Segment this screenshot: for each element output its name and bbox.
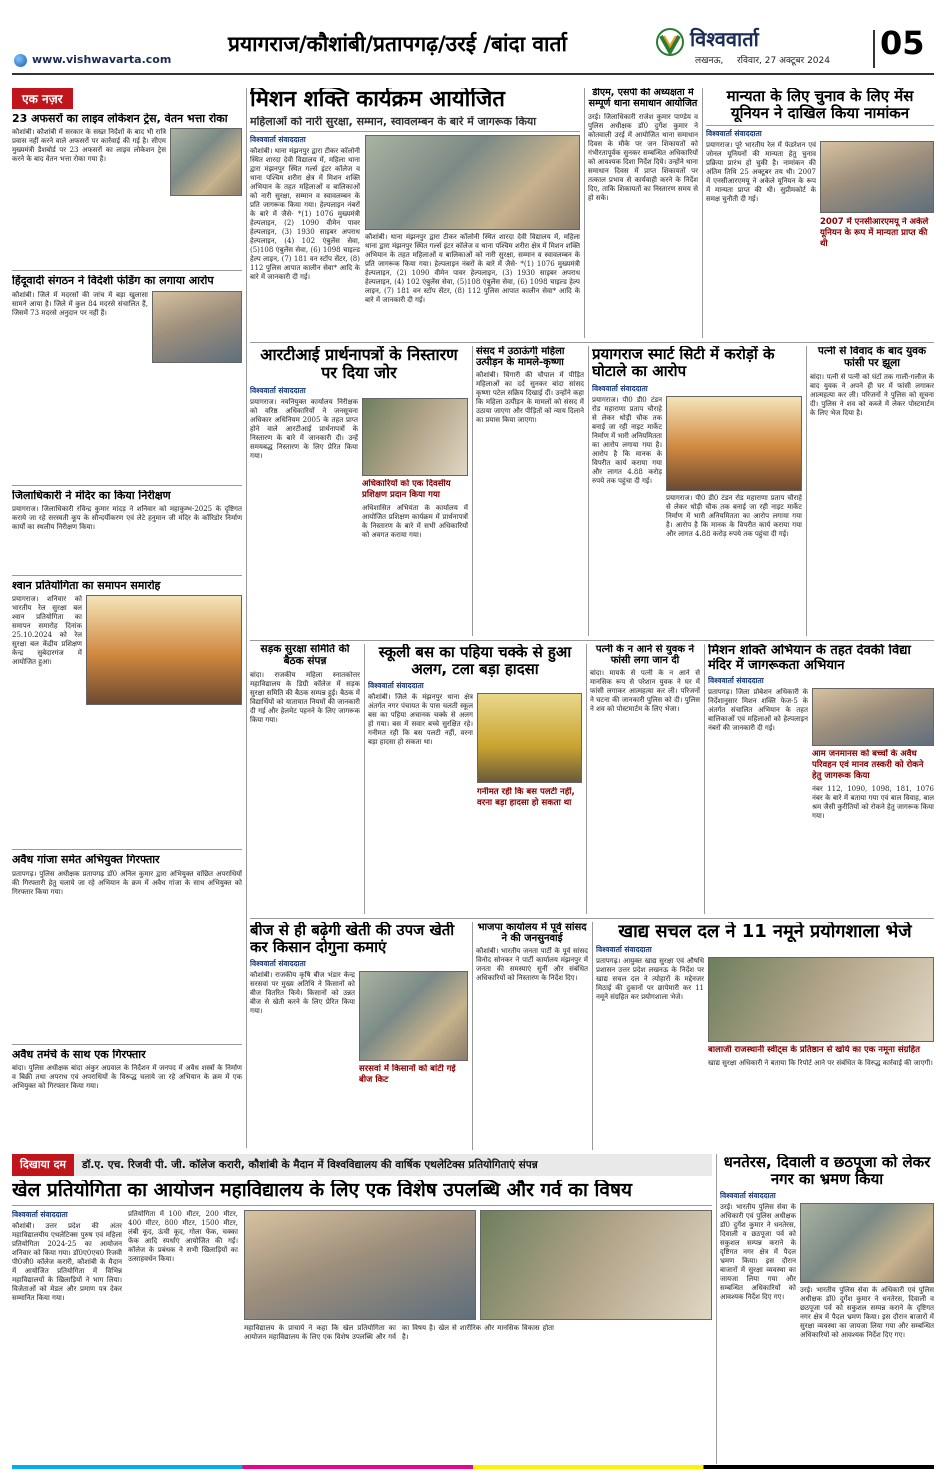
brief-headline: 23 अफसरों का लाइव लोकेशन ट्रेस, वेतन भत्ता रोका xyxy=(12,113,228,125)
byline: विश्ववार्ता संवाददाता xyxy=(250,135,306,145)
bus-story xyxy=(368,644,582,914)
row-divider xyxy=(250,918,934,919)
sports-photo xyxy=(244,1210,476,1320)
food-photo xyxy=(708,957,934,1042)
sports-body-2: प्रतियोगिता में 100 मीटर, 200 मीटर, 400 मीटर, 800 मीटर, 1500 मीटर, लंबी कूद, ऊंची कूद, गोला फेंक, चक्का फेंक आदि स्पर्धाएं आयोजित की गईं। कॉलेज के प्रबंधक ने सभी खिलाड़ियों का उत्साहवर्धन किया। xyxy=(128,1210,238,1264)
bus-photo xyxy=(477,693,582,783)
divider xyxy=(12,1205,712,1206)
mission-story xyxy=(708,644,934,914)
column-divider xyxy=(806,346,807,636)
divider xyxy=(250,131,580,132)
smartcity-story xyxy=(592,346,802,636)
masthead xyxy=(0,0,945,78)
bjp-body: कौशांबी। भारतीय जनता पार्टी के पूर्व सांसद विनोद सोनकर ने पार्टी कार्यालय मंझनपुर में जनता की समस्याएं सुनीं और संबंधित अधिकारियों को निस्तारण के निर्देश दिए। xyxy=(476,947,588,983)
divider xyxy=(706,125,934,126)
bus-headline: स्कूली बस का पहिया चक्के से हुआ अलग, टला बड़ा हादसा xyxy=(378,644,572,678)
safety-body: बांदा। राजकीय महिला स्नातकोत्तर महाविद्यालय के डिग्री कॉलेज में सड़क सुरक्षा समिति की बैठक सम्पन्न हुई। बैठक में विद्यार्थियों को यातायात नियमों की जानकारी दी गई और हेलमेट पहनने के लिए जागरूक किया गया। xyxy=(250,670,360,724)
farming-story xyxy=(250,922,468,1150)
rti-caption: अधिकारियों को एक दिवसीय प्रशिक्षण प्रदान किया गया xyxy=(362,478,451,500)
brief-headline: श्वान प्रतियोगिता का समापन समारोह xyxy=(12,579,161,592)
sports-photo xyxy=(480,1210,712,1320)
diwali-headline: धनतेरस, दिवाली व छठपूजा को लेकर नगर का भ्रमण किया xyxy=(723,1154,931,1188)
section-title: प्रयागराज/कौशांबी/प्रतापगढ़/उरई /बांदा वार्ता xyxy=(228,32,567,56)
brief-headline: जिलाधिकारी ने मंदिर का किया निरीक्षण xyxy=(12,489,171,502)
diwali-story xyxy=(720,1154,934,1464)
union-body: प्रयागराज। पूरे भारतीय रेल में फेडरेशन एवं जोनल यूनियनों की मान्यता हेतु चुनाव प्रक्रिया प्रारंभ हो चुकी है। नामांकन की अंतिम तिथि 25 अक्टूबर तय थी। 2007 में एनसीआरएमयू ने अकेले यूनियन के रूप में मान्यता प्राप्त की थी। सुप्रीमकोर्ट के समक्ष चुनौती दी गई। xyxy=(706,140,816,203)
column-divider xyxy=(584,88,585,338)
rti-photo xyxy=(362,398,468,476)
byline: विश्ववार्ता संवाददाता xyxy=(706,128,762,138)
column-divider xyxy=(364,644,365,914)
union-caption: 2007 में एनसीआरएमयू ने अकेले यूनियन के रूप में मान्यता प्राप्त की थी xyxy=(820,216,929,249)
brief-text: कौशांबी। जिले में मदरसों की जांच में बड़ा खुलासा सामने आया है। जिले में कुल 84 मदरसे संचालित हैं, जिसमें 73 मदरसे अनुदान पर नहीं हैं। xyxy=(12,290,148,317)
brief-text: कौशांबी। कौशांबी में सरकार के सख्त निर्देशों के बाद भी रात्रि प्रवास नहीं करने वाले अफसरों पर कार्रवाई की गई है। सीएम मुख्यमंत्री डैशबोर्ड पर 23 अफसरों का लाइव लोकेशन ट्रेस करने के बाद वेतन भत्ता रोका गया है। xyxy=(12,128,166,164)
divider xyxy=(12,270,242,271)
brief-text: प्रयागराज। जिलाधिकारी रविन्द्र कुमार मांदड़ ने शनिवार को महाकुम्भ-2025 के दृष्टिगत कराये जा रहे सरस्वती कूप के सौन्दर्यीकरण एवं लेटे हनुमान जी मंदिर के कॉरिडोर निर्माण कार्यों का स्थलीय निरीक्षण किया। xyxy=(12,504,242,531)
smartcity-headline: प्रयागराज स्मार्ट सिटी में करोड़ों के घोटाले का आरोप xyxy=(592,346,775,380)
byline: विश्ववार्ता संवाददाता xyxy=(720,1190,776,1200)
suicide-story xyxy=(590,644,700,914)
divider xyxy=(12,485,242,486)
edition-date: रविवार, 27 अक्टूबर 2024 xyxy=(737,56,830,66)
rti-story xyxy=(250,346,468,636)
dispute-story xyxy=(810,346,934,636)
food-body-2: खाद्य सुरक्षा अधिकारी ने बताया कि रिपोर्ट आने पर संबंधित के विरुद्ध कार्रवाई की जाएगी। xyxy=(708,1059,933,1068)
left-brief-column xyxy=(12,88,242,1148)
column-divider xyxy=(586,644,587,914)
masthead-divider xyxy=(873,30,875,68)
row-divider xyxy=(250,640,934,641)
sports-headline: खेल प्रतियोगिता का आयोजन महाविद्यालय के लिए एक विशेष उपलब्धि और गर्व का विषय xyxy=(12,1180,632,1201)
lead-story xyxy=(250,88,580,338)
brief-photo xyxy=(86,595,242,705)
farming-body: कौशांबी। राजकीय कृषि बीज भंडार केन्द्र सरसवां पर मुख्य अतिथि ने किसानों को बीज वितरित किये। किसानों को उन्नत बीज से खेती करने के लिए प्रेरित किया गया। xyxy=(250,970,355,1015)
bus-body: कौशांबी। जिले के मंझनपुर थाना क्षेत्र अंतर्गत नगर पंचायत के पास चलती स्कूल बस का पहिया अचानक चक्के से अलग हो गया। बस में सवार बच्चे सुरक्षित रहे। गनीमत रही कि बस पलटी नहीं, वरना बड़ा हादसा हो सकता था। xyxy=(368,692,473,746)
sports-body: कौशांबी। उत्तर प्रदेश की अंतर महाविद्यालयीय एथलेटिक्स पुरुष एवं महिला प्रतियोगिता 2024-25 का आयोजन शनिवार को किया गया। डॉ0ए0एच0 रिजवी पी0जी0 कॉलेज करारी, कौशांबी के मैदान में आयोजित प्रतियोगिता में विभिन्न महाविद्यालयों के खिलाड़ियों ने भाग लिया। विजेताओं को मेडल और प्रमाण पत्र देकर सम्मानित किया गया। xyxy=(12,1222,122,1303)
food-caption: बालाजी राजस्थानी स्वीट्स के प्रतिष्ठान से खोये का एक नमूना संग्रहित xyxy=(708,1045,921,1056)
page-number: 05 xyxy=(880,24,925,62)
website-link[interactable]: www.vishwavarta.com xyxy=(32,53,172,66)
column-divider xyxy=(704,644,705,914)
food-headline: खाद्य सचल दल ने 11 नमूने प्रयोगशाला भेजे xyxy=(618,922,912,942)
bottom-banner xyxy=(12,1154,712,1176)
column-divider xyxy=(472,922,473,1150)
banner-label: दिखाया दम xyxy=(12,1154,74,1176)
rti-body: प्रयागराज। नवनियुक्त कार्यालय निरीक्षक को वरिष्ठ अधिकारियों ने जनसूचना अधिकार अधिनियम 2005 के तहत प्राप्त होने वाले आरटीआई प्रार्थनापत्रों के निस्तारण के बारे में जानकारी दी। उन्हें समयबद्ध निस्तारण के लिए प्रेरित किया गया। xyxy=(250,397,358,460)
smartcity-body-2: प्रयागराज। पी0 डी0 टंडन रोड महाराणा प्रताप चौराहे से लेकर थोड़ी चौक तक बनाई जा रही नाइट मार्केट निर्माण में भारी अनियमितता का आरोप लगाया गया है। आरोप है कि मानक के विपरीत कार्य कराया गया और लागत 4.88 करोड़ रुपये तक पहुंचा दी गई। xyxy=(666,493,802,538)
brief-text: प्रयागराज। शनिवार को भारतीय रेल सुरक्षा बल श्वान प्रतियोगिता का समापन समारोह दिनांक 25.10.2024 को रेल सुरक्षा बल केंद्रीय प्रशिक्षण केन्द्र सुबेदारगंज में आयोजित हुआ। xyxy=(12,595,82,667)
mission-photo xyxy=(812,688,934,746)
rti-body-2: अधिशासित अभियंता के कार्यालय में आयोजित प्रशिक्षण कार्यक्रम में प्रार्थनापत्रों के निस्तारण के बारे में सभी अधिकारियों को अवगत कराया गया। xyxy=(362,503,468,539)
diwali-body: उरई। भारतीय पुलिस सेवा के अधिकारी एवं पुलिस अधीक्षक डॉ0 दुर्गेश कुमार ने धनतेरस, दिवाली व छठपूजा पर्व को सकुशल सम्पन्न कराने के दृष्टिगत नगर क्षेत्र में पैदल भ्रमण किया। इस दौरान बाजारों में सुरक्षा व्यवस्था का जायजा लिया गया और सम्बन्धित अधिकारियों को आवश्यक निर्देश दिए गए। xyxy=(720,1202,796,1301)
byline: विश्ववार्ता संवाददाता xyxy=(250,385,306,395)
brief-photo xyxy=(152,291,242,363)
farming-caption: सरसवां में किसानों को बांटी गई बीज किट xyxy=(359,1063,456,1085)
brief-headline: अवैध तमंचे के साथ एक गिरफ्तार xyxy=(12,1048,146,1061)
lead-photo xyxy=(365,135,580,230)
lead-body-continued: कौशांबी। थाना मंझनपुर द्वारा टीकर कॉलोनी स्थित शारदा देवी विद्यालय में, महिला थाना द्वारा मंझनपुर स्थित गर्ल्स इंटर कॉलेज व थाना पश्चिम शरीरा क्षेत्र में मिशन शक्ति अभियान के तहत महिलाओं व बालिकाओं को नारी सुरक्षा, सम्मान व स्वावलम्बन के प्रति जागरूक किया गया। हेल्पलाइन नंबरों के बारे में जैसे- *(1) 1076 मुख्यमंत्री हेल्पलाइन, (2) 1090 वीमेन पावर हेल्पलाइन, (3) 1930 साइबर अपराध हेल्पलाइन, (4) 102 एंबुलेंस सेवा, (5)108 एंबुलेंस सेवा, (6) 1098 चाइल्ड हेल्प लाइन, (7) 181 वन स्टॉप सेंटर, (8) 112 पुलिस आपात कालीन सेवा* आदि के बारे में जानकारी दी गई। xyxy=(365,233,580,305)
dispute-body: बांदा। पत्नी से पत्नी को घंटों तक गाली-गलौज के बाद युवक ने अपने ही घर में फांसी लगाकर आत्महत्या कर ली। परिजनों ने पुलिस को सूचना दी। पुलिस ने शव को कब्जे में लेकर पोस्टमार्टम के लिए भेज दिया है। xyxy=(810,372,934,417)
globe-icon xyxy=(14,54,27,67)
mp-body: कौशांबी। चिंगारी की चौपाल में पीड़ित महिलाओं का दर्द सुनकर बांदा सांसद कृष्णा पटेल सक्रिय दिखाई दीं। उन्होंने कहा कि महिला उत्पीड़न के मामलों को संसद में उठाया जाएगा और पीड़ितों को न्याय दिलाने का प्रयास किया जाएगा। xyxy=(476,371,584,425)
mp-story xyxy=(476,346,584,636)
brief-text: प्रतापगढ़। पुलिस अधीक्षक प्रतापगढ़ डॉ0 अनिल कुमार द्वारा अभियुक्त वांछित अपराधियों की गिरफ्तारी हेतु चलाये जा रहे अभियान के क्रम में अवैध गांजा के साथ अभियुक्त को गिरफ्तार किया गया। xyxy=(12,869,242,896)
brief-text: बांदा। पुलिस अधीक्षक बांदा अंकुर अग्रवाल के निर्देशन में जनपद में अवैध शस्त्रों के निर्माण व बिक्री तथा अपराध एवं अपराधियों के विरूद्ध चलाये जा रहे अभियान के क्रम में एक अभियुक्त को गिरफ्तार किया गया। xyxy=(12,1063,242,1090)
mp-headline: संसद में उठाऊंगी महिला उत्पीड़न के मामले-कृष्णा xyxy=(476,346,565,369)
dispute-headline: पत्नी से विवाद के बाद युवक फांसी पर झूला xyxy=(817,346,927,369)
masthead-rule xyxy=(12,73,934,75)
logo-icon xyxy=(655,28,685,56)
byline: विश्ववार्ता संवाददाता xyxy=(250,958,306,968)
union-story xyxy=(706,88,934,338)
column-divider xyxy=(702,88,703,338)
brief-photo xyxy=(170,128,242,196)
divider xyxy=(12,1044,242,1045)
brief-headline: हिंदूवादी संगठन ने विदेशी फंडिंग का लगाया आरोप xyxy=(12,275,214,288)
smartcity-body: प्रयागराज। पी0 डी0 टंडन रोड महाराणा प्रताप चौराहे से लेकर थोड़ी चौक तक बनाई जा रही नाइट मार्केट निर्माण में भारी अनियमितता का आरोप लगाया गया है। आरोप है कि मानक के विपरीत कार्य कराया गया और लागत 4.88 करोड़ रुपये तक पहुंचा दी गई। xyxy=(592,395,662,485)
safety-story xyxy=(250,644,360,914)
suicide-body: बांदा। मायके से पत्नी के न आने से मानसिक रूप से परेशान युवक ने घर में फांसी लगाकर आत्महत्या कर ली। परिजनों ने घटना की जानकारी पुलिस को दी। पुलिस ने शव को पोस्टमार्टम के लिए भेजा। xyxy=(590,669,700,714)
byline: विश्ववार्ता संवाददाता xyxy=(12,1210,68,1220)
logo-text: विश्ववार्ता xyxy=(690,27,759,51)
lead-subheadline: महिलाओं को नारी सुरक्षा, सम्मान, स्वावलम्बन के बारे में जागरूक किया xyxy=(250,115,537,128)
rti-headline: आरटीआई प्रार्थनापत्रों के निस्तारण पर दिया जोर xyxy=(260,346,458,382)
column-divider xyxy=(592,922,593,1150)
safety-headline: सड़क सुरक्षा समिति की बैठक संपन्न xyxy=(260,644,350,667)
byline: विश्ववार्ता संवाददाता xyxy=(708,676,764,686)
mission-caption: आम जनमानस को बच्चों के अवैध परिवहन एवं मानव तस्करी को रोकने हेतु जागरूक किया xyxy=(812,749,924,782)
row-divider xyxy=(250,342,934,343)
edition-city: लखनऊ, xyxy=(695,56,724,66)
column-divider xyxy=(472,346,473,636)
sports-body-3: महाविद्यालय के प्राचार्य ने कहा कि खेल प्रतियोगिता का आयोजन महाविद्यालय के लिए एक विशेष उपलब्धि और गर्व का विषय है। खेल से शारीरिक और मानसिक विकास होता है। xyxy=(244,1324,554,1342)
column-divider xyxy=(716,1154,717,1464)
samadhan-story xyxy=(588,88,698,338)
divider xyxy=(12,849,242,850)
mission-body-2: नंबर 112, 1090, 1098, 181, 1076 नंबर के बारे में बताया गया एवं बाल विवाह, बाल श्रम जैसी कुरीतियों को रोकने हेतु जागरूक किया गया। xyxy=(812,785,934,821)
lead-headline: मिशन शक्ति कार्यक्रम आयोजित xyxy=(250,88,505,112)
diwali-body-2: उरई। भारतीय पुलिस सेवा के अधिकारी एवं पुलिस अधीक्षक डॉ0 दुर्गेश कुमार ने धनतेरस, दिवाली व छठपूजा पर्व को सकुशल सम्पन्न कराने के दृष्टिगत नगर क्षेत्र में पैदल भ्रमण किया। इस दौरान बाजारों में सुरक्षा व्यवस्था का जायजा लिया गया और सम्बन्धित अधिकारियों को आवश्यक निर्देश दिए गए। xyxy=(800,1285,934,1339)
samadhan-headline: डीएम, एसपी की अध्यक्षता में सम्पूर्ण थाना समाधान आयोजित xyxy=(588,88,698,109)
column-divider xyxy=(588,346,589,636)
banner-text: डॉ.ए. एच. रिजवी पी. जी. कॉलेज करारी, कौशांबी के मैदान में विश्वविद्यालय की वार्षिक एथलेटिक्स प्रतियोगिताएं संपन्न xyxy=(82,1159,538,1171)
column-divider xyxy=(246,88,247,1148)
footer-bar xyxy=(12,1465,934,1469)
lead-body: कौशांबी। थाना मंझनपुर द्वारा टीकर कॉलोनी स्थित शारदा देवी विद्यालय में, महिला थाना द्वारा मंझनपुर स्थित गर्ल्स इंटर कॉलेज व थाना पश्चिम शरीरा क्षेत्र में मिशन शक्ति अभियान के तहत महिलाओं व बालिकाओं को नारी सुरक्षा, सम्मान व स्वावलम्बन के प्रति जागरूक किया गया। हेल्पलाइन नंबरों के बारे में जैसे- *(1) 1076 मुख्यमंत्री हेल्पलाइन, (2) 1090 वीमेन पावर हेल्पलाइन, (3) 1930 साइबर अपराध हेल्पलाइन, (4) 102 एंबुलेंस सेवा, (5)108 एंबुलेंस सेवा, (6) 1098 चाइल्ड हेल्प लाइन, (7) 181 वन स्टॉप सेंटर, (8) 112 पुलिस आपात कालीन सेवा* आदि के बारे में जानकारी दी गई। xyxy=(250,147,360,282)
mission-body: प्रतापगढ़। जिला प्रोबेशन अधिकारी के निर्देशानुसार मिशन शक्ति फेज-5 के अंतर्गत संचालित अभियान के तहत बालिकाओं एवं महिलाओं को हेल्पलाइन नंबरों की जानकारी दी गई। xyxy=(708,688,808,733)
sports-story xyxy=(12,1180,712,1465)
byline: विश्ववार्ता संवाददाता xyxy=(596,945,652,955)
bus-caption: गनीमत रही कि बस पलटी नहीं, वरना बड़ा हादसा हो सकता था xyxy=(477,786,575,808)
byline: विश्ववार्ता संवाददाता xyxy=(368,680,424,690)
union-headline: मान्यता के लिए चुनाव के लिए मेंस यूनियन ने दाखिल किया नामांकन xyxy=(726,88,914,122)
brief-headline: अवैध गांजा समेत अभियुक्त गिरफ्तार xyxy=(12,854,160,867)
food-body: प्रतापगढ़। आयुक्त खाद्य सुरक्षा एवं औषधि प्रशासन उत्तर प्रदेश लखनऊ के निर्देश पर खाद्य सचल दल ने त्योहारों के मद्देनजर मिठाई की दुकानों पर छापेमारी कर 11 नमूने संग्रहित कर प्रयोगशाला भेजे। xyxy=(596,957,704,1002)
suicide-headline: पत्नी के न आने से युवक ने फांसी लगा जान दी xyxy=(595,644,695,667)
divider xyxy=(12,575,242,576)
food-story xyxy=(596,922,934,1150)
bjp-story xyxy=(476,922,588,1150)
byline: विश्ववार्ता संवाददाता xyxy=(592,383,648,393)
farming-headline: बीज से ही बढ़ेगी खेती की उपज खेती कर किसान दोगुना कमाएं xyxy=(250,922,455,956)
section-label: एक नज़र xyxy=(12,88,73,109)
samadhan-body: उरई। जिलाधिकारी राजेश कुमार पाण्डेय व पुलिस अधीक्षक डॉ0 दुर्गेश कुमार ने कोतवाली उरई में आयोजित थाना समाधान दिवस के मौके पर जन शिकायतों को गंभीरतापूर्वक सुनकर सम्बन्धित अधिकारियों को आवश्यक दिशा निर्देश दिये। उन्होंने थाना समाधान दिवस में प्राप्त शिकायतों पर तत्काल प्रभाव से कार्यवाही करने के निर्देश दिए, ताकि शिकायतों का निस्तारण समय से हो सके। xyxy=(588,113,698,203)
union-photo xyxy=(820,141,934,213)
bjp-headline: भाजपा कार्यालय में पूर्व सांसद ने की जनसुनवाई xyxy=(477,922,587,945)
farming-photo xyxy=(359,971,468,1061)
diwali-photo xyxy=(800,1203,934,1283)
mission-headline: मिशन शक्ति अभियान के तहत देवकी विद्या मंदिर में जागरूकता अभियान xyxy=(708,644,911,673)
smartcity-photo xyxy=(666,396,802,491)
